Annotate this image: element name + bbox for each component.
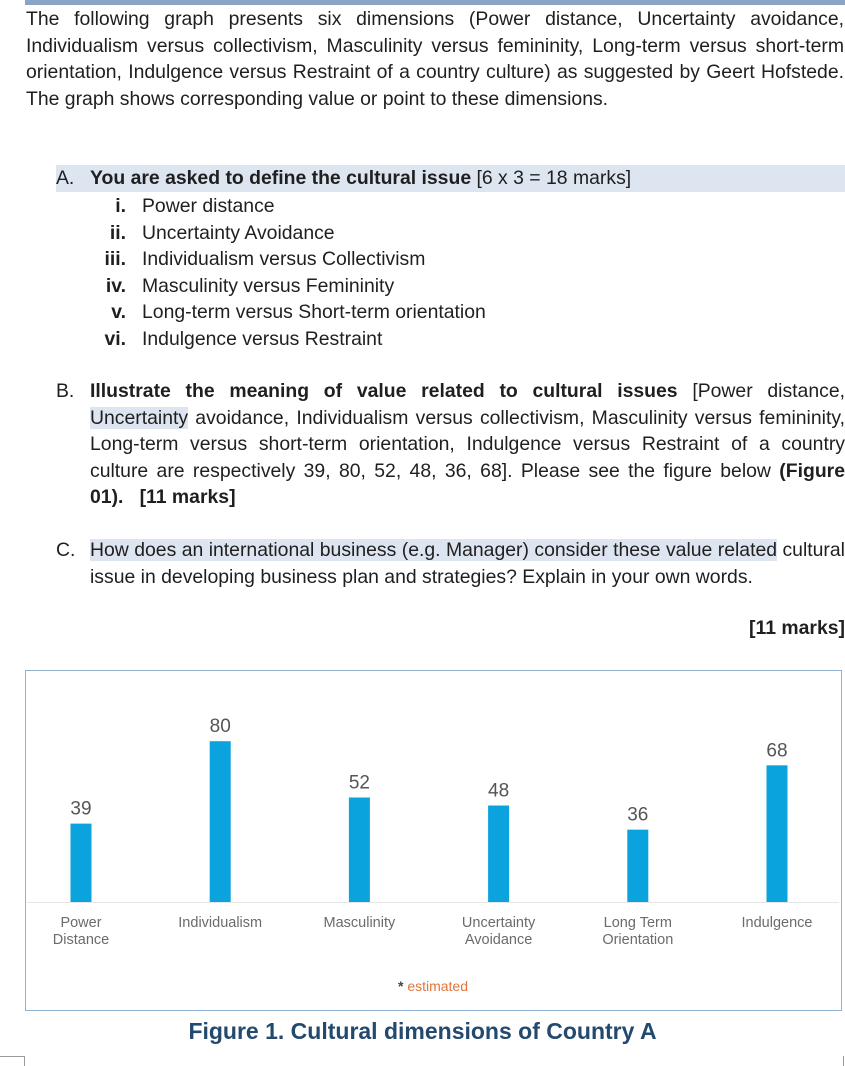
- intro-paragraph: The following graph presents six dimensions (Power distance, Uncertainty avoidance, Individualism versus collectivism, Masculinity versus femininity, Long-term versus short-term orientation, Indulgence versus Restraint of a country culture) as suggested by Geert Hofstede. The graph shows corresponding value or point to these dimensions.: [26, 8, 844, 110]
- list-item-text: Uncertainty Avoidance: [142, 221, 335, 244]
- chart-category-label: Uncertainty: [461, 915, 536, 931]
- chart-data-label: 48: [488, 780, 510, 802]
- question-b-highlight: Uncertainty: [90, 406, 189, 429]
- list-item: [96, 299, 596, 326]
- list-item-text: Long-term versus Short-term orientation: [142, 301, 486, 323]
- question-b: [56, 378, 845, 511]
- chart-note: * estimated: [397, 978, 469, 994]
- question-c-marks: [11 marks]: [749, 617, 845, 639]
- list-item-number: vi.: [104, 327, 126, 350]
- list-item: [96, 326, 596, 353]
- list-item-number: i.: [115, 195, 126, 217]
- figure-caption: Figure 1. Cultural dimensions of Country A: [188, 1018, 657, 1044]
- page-corner-mark: [843, 1056, 844, 1066]
- chart-category-label: Masculinity: [323, 915, 396, 931]
- question-b-title: Illustrate the meaning of value related to cultural issues: [90, 380, 678, 402]
- list-item-number: iv.: [105, 274, 126, 297]
- question-c-text: cultural issue in developing business plan and strategies? Explain in your own words.: [90, 539, 845, 588]
- question-a-title: You are asked to define the cultural issue: [90, 167, 472, 189]
- chart-box: [25, 670, 842, 1011]
- top-border: [25, 0, 845, 5]
- list-item-number: v.: [111, 301, 126, 323]
- list-item: [96, 220, 596, 247]
- chart-bar: [210, 741, 231, 902]
- chart-category-label: Individualism: [178, 915, 263, 931]
- question-c: [56, 537, 845, 647]
- chart-data-label: 68: [766, 740, 788, 762]
- list-item-number: ii.: [109, 221, 126, 244]
- chart-bar: [627, 830, 648, 902]
- list-item-text: Indulgence versus Restraint: [142, 327, 383, 350]
- chart-bar: [488, 806, 509, 902]
- chart-bar: [767, 765, 788, 902]
- question-b-marks: [11 marks]: [139, 486, 236, 509]
- question-b-letter: B.: [56, 380, 75, 402]
- chart-data-label: 80: [209, 716, 231, 738]
- question-c-body: [90, 537, 845, 590]
- question-a-letter: A.: [56, 167, 75, 189]
- list-item-text: Masculinity versus Femininity: [142, 274, 395, 297]
- chart-category-label: Long Term: [603, 915, 672, 931]
- bar-chart: [26, 671, 841, 1010]
- chart-bar: [71, 824, 92, 902]
- chart-data-label: 39: [70, 798, 92, 820]
- chart-category-label: Power: [60, 915, 102, 931]
- list-item-number: iii.: [104, 248, 126, 270]
- chart-category-label: Orientation: [602, 932, 674, 948]
- question-c-highlight: How does an international business (e.g. Manager) consider these value related: [90, 539, 778, 561]
- question-a-list: [96, 193, 596, 352]
- list-item: [96, 273, 596, 300]
- page-corner-mark: [24, 1056, 25, 1066]
- chart-data-label: 52: [348, 772, 370, 794]
- list-item-text: Individualism versus Collectivism: [142, 248, 426, 270]
- question-c-letter: C.: [56, 539, 76, 561]
- question-a-marks: [6 x 3 = 18 marks]: [471, 167, 632, 189]
- question-b-figure-ref: (Figure 01).: [90, 459, 845, 509]
- question-b-text-2: avoidance, Individualism versus collectivism, Masculinity versus femininity, Long-term versus short-term orientation, Indulgence versus Restraint of a country culture are respectively 39, 80, 52, 48, 36, 68]. Please see the figure below: [90, 406, 845, 482]
- chart-category-label: Distance: [52, 932, 110, 948]
- question-a: [56, 165, 845, 192]
- chart-category-label: Avoidance: [464, 932, 533, 948]
- chart-data-label: 36: [627, 804, 649, 826]
- list-item: [96, 246, 596, 273]
- chart-bar: [349, 797, 370, 902]
- page-corner-mark: [0, 1056, 25, 1057]
- question-b-text-1: [Power distance,: [677, 380, 845, 402]
- list-item: [96, 193, 596, 220]
- list-item-text: Power distance: [142, 195, 275, 217]
- question-b-body: [90, 378, 845, 511]
- chart-category-label: Indulgence: [741, 915, 813, 931]
